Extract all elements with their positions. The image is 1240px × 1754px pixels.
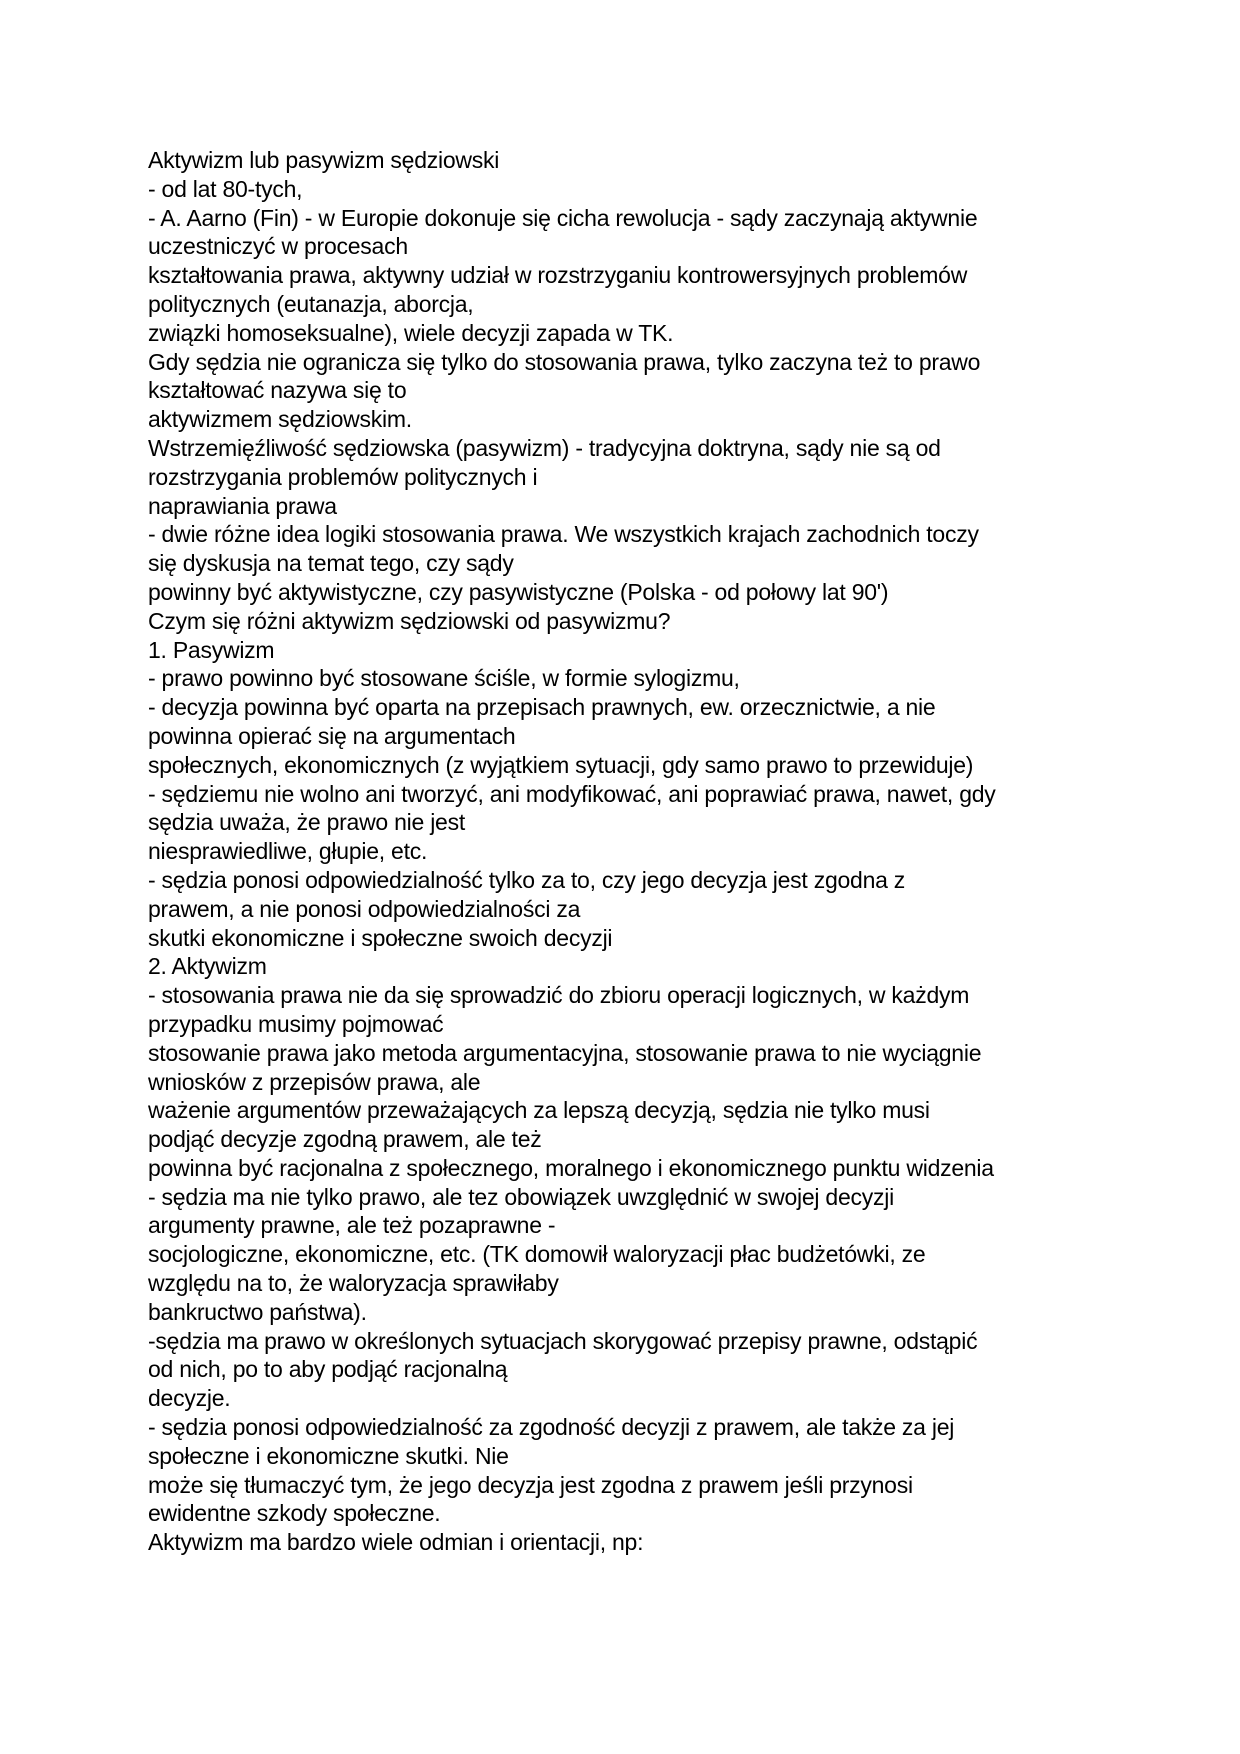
text-line: ważenie argumentów przeważających za lepszą decyzją, sędzia nie tylko musi <box>148 1097 930 1124</box>
text-line: powinna być racjonalna z społecznego, moralnego i ekonomicznego punktu widzenia <box>148 1154 994 1181</box>
text-line: podjąć decyzje zgodną prawem, ale też <box>148 1126 542 1153</box>
text-line: rozstrzygania problemów politycznych i <box>148 463 538 490</box>
text-line: może się tłumaczyć tym, że jego decyzja jest zgodna z prawem jeśli przynosi <box>148 1471 913 1498</box>
text-line: - dwie różne idea logiki stosowania prawa. We wszystkich krajach zachodnich toczy <box>148 521 979 548</box>
text-line: argumenty prawne, ale też pozaprawne - <box>148 1212 556 1239</box>
text-line: socjologiczne, ekonomiczne, etc. (TK domowił waloryzacji płac budżetówki, ze <box>148 1241 926 1268</box>
text-line: stosowanie prawa jako metoda argumentacyjna, stosowanie prawa to nie wyciągnie <box>148 1039 982 1066</box>
text-line: - A. Aarno (Fin) - w Europie dokonuje się cicha rewolucja - sądy zaczynają aktywnie <box>148 204 978 231</box>
text-line: prawem, a nie ponosi odpowiedzialności za <box>148 895 581 922</box>
section-heading-aktywizm: 2. Aktywizm <box>148 953 267 980</box>
section-heading-pasywizm: 1. Pasywizm <box>148 636 275 663</box>
text-line: się dyskusja na temat tego, czy sądy <box>148 550 514 577</box>
document-body <box>148 146 1148 1557</box>
text-line: decyzje. <box>148 1385 231 1412</box>
text-line: naprawiania prawa <box>148 492 337 519</box>
text-line: kształtować nazywa się to <box>148 377 407 404</box>
text-line: - decyzja powinna być oparta na przepisach prawnych, ew. orzecznictwie, a nie <box>148 694 936 721</box>
text-line: ewidentne szkody społeczne. <box>148 1500 441 1527</box>
text-line: bankructwo państwa). <box>148 1298 367 1325</box>
text-line: względu na to, że waloryzacja sprawiłaby <box>148 1270 559 1297</box>
document-title: Aktywizm lub pasywizm sędziowski <box>148 147 500 173</box>
section-question: Czym się różni aktywizm sędziowski od pasywizmu? <box>148 607 671 634</box>
text-line: skutki ekonomiczne i społeczne swoich decyzji <box>148 924 613 951</box>
text-line: społeczne i ekonomiczne skutki. Nie <box>148 1442 509 1469</box>
text-line: powinny być aktywistyczne, czy pasywistyczne (Polska - od połowy lat 90') <box>148 578 889 605</box>
text-line: powinna opierać się na argumentach <box>148 722 516 749</box>
text-line: - sędzia ponosi odpowiedzialność za zgodność decyzji z prawem, ale także za jej <box>148 1414 955 1441</box>
text-line: politycznych (eutanazja, aborcja, <box>148 290 474 317</box>
text-line: aktywizmem sędziowskim. <box>148 406 412 433</box>
text-line: - sędzia ma nie tylko prawo, ale tez obowiązek uwzględnić w swojej decyzji <box>148 1183 894 1210</box>
text-line: związki homoseksualne), wiele decyzji zapada w TK. <box>148 319 674 346</box>
text-line: przypadku musimy pojmować <box>148 1010 444 1037</box>
text-line: - sędzia ponosi odpowiedzialność tylko za to, czy jego decyzja jest zgodna z <box>148 866 906 893</box>
text-line: - sędziemu nie wolno ani tworzyć, ani modyfikować, ani poprawiać prawa, nawet, gdy <box>148 780 996 807</box>
text-line: wniosków z przepisów prawa, ale <box>148 1068 481 1095</box>
text-line: Gdy sędzia nie ogranicza się tylko do stosowania prawa, tylko zaczyna też to prawo <box>148 348 981 375</box>
text-line: od nich, po to aby podjąć racjonalną <box>148 1356 508 1383</box>
text-line-closing: Aktywizm ma bardzo wiele odmian i orientacji, np: <box>148 1529 644 1556</box>
text-line: -sędzia ma prawo w określonych sytuacjach skorygować przepisy prawne, odstąpić <box>148 1327 978 1354</box>
text-line: uczestniczyć w procesach <box>148 233 408 260</box>
text-line: - od lat 80-tych, <box>148 175 303 202</box>
text-line: - prawo powinno być stosowane ściśle, w formie sylogizmu, <box>148 665 740 692</box>
text-line: kształtowania prawa, aktywny udział w rozstrzyganiu kontrowersyjnych problemów <box>148 262 968 289</box>
text-line: sędzia uważa, że prawo nie jest <box>148 809 465 836</box>
text-line: - stosowania prawa nie da się sprowadzić do zbioru operacji logicznych, w każdym <box>148 982 970 1009</box>
text-line: niesprawiedliwe, głupie, etc. <box>148 838 428 865</box>
text-line: Wstrzemięźliwość sędziowska (pasywizm) - tradycyjna doktryna, sądy nie są od <box>148 434 941 461</box>
text-line: społecznych, ekonomicznych (z wyjątkiem sytuacji, gdy samo prawo to przewiduje) <box>148 751 974 778</box>
